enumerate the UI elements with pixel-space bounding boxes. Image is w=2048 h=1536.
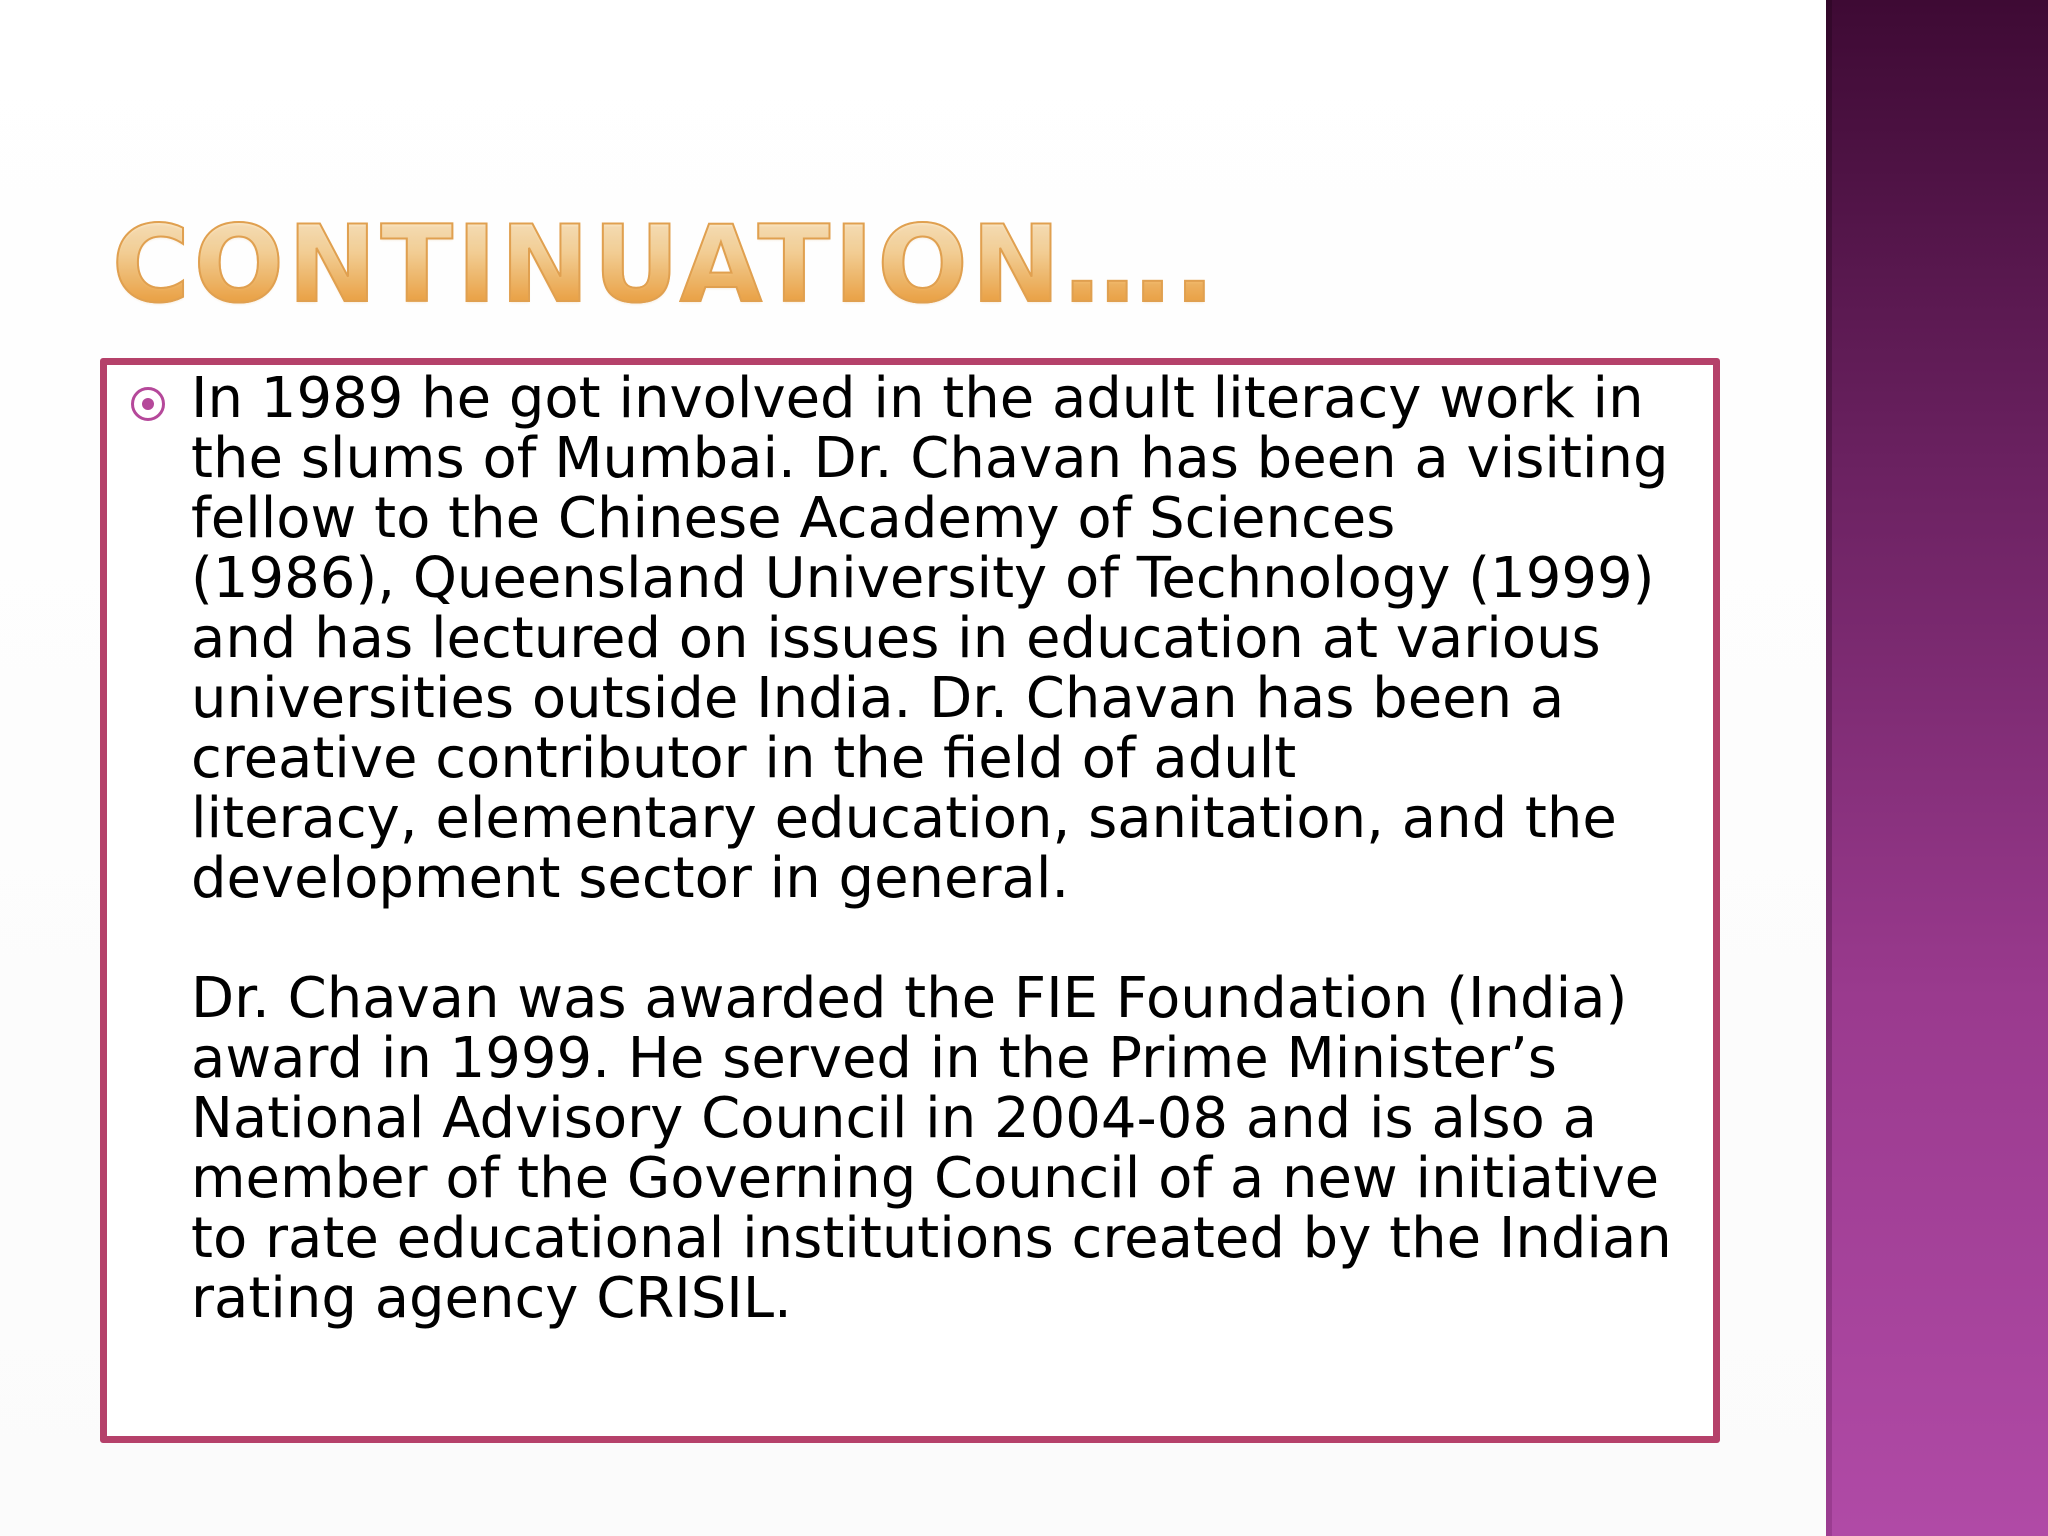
slide-title: CONTINUATION…. [112, 200, 1412, 330]
paragraph-1: In 1989 he got involved in the adult literacy work in the slums of Mumbai. Dr. Chavan has been a visiting fellow to the Chinese Academy of Sciences (1986), Queensland University of Technology (1999) and has lectured on issues in education at various universities outside India. Dr. Chavan has been a creative contributor in the field of adult literacy, elementary education, sanitation, and the development sector in general. [191, 366, 1669, 911]
radio-bullet-icon [131, 387, 165, 421]
paragraph-2: Dr. Chavan was awarded the FIE Foundation (India) award in 1999. He served in the Prime Minister’s National Advisory Council in 2004-08 and is also a member of the Governing Council of a new initiative to rate educational institutions created by the Indian rating agency CRISIL. [191, 966, 1672, 1331]
content-box [100, 358, 1720, 1443]
body-text [191, 366, 1711, 1331]
side-decoration-band [1826, 0, 2048, 1536]
